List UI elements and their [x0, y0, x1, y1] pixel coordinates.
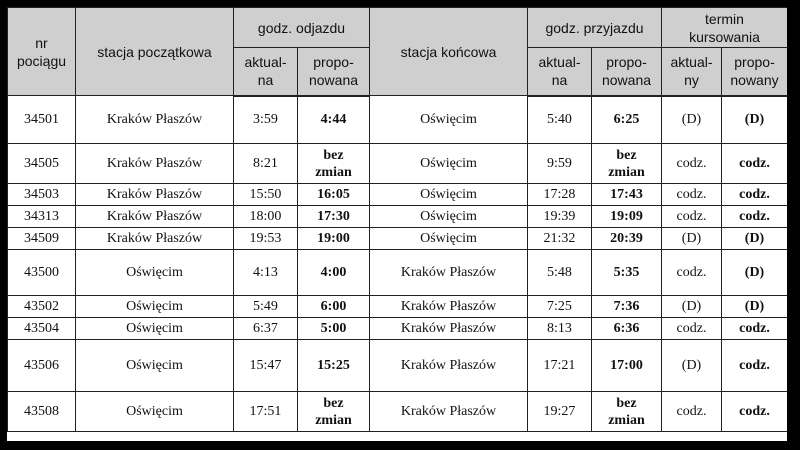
cell-sch-proposed: codz. [722, 318, 788, 340]
header-sch-current: aktual- ny [662, 48, 722, 96]
cell-sch-proposed: codz. [722, 340, 788, 392]
cell-sch-current: codz. [662, 250, 722, 296]
cell-to: Kraków Płaszów [370, 340, 528, 392]
cell-train-no: 34313 [8, 206, 76, 228]
header-arrival: godz. przyjazdu [528, 8, 662, 48]
header-train-no: nr pociągu [8, 8, 76, 96]
cell-to: Oświęcim [370, 144, 528, 184]
cell-dep-current: 8:21 [234, 144, 298, 184]
header-dep-current: aktual- na [234, 48, 298, 96]
cell-train-no: 43506 [8, 340, 76, 392]
cell-from: Oświęcim [76, 296, 234, 318]
cell-dep-proposed: bez zmian [298, 392, 370, 432]
cell-arr-proposed: 20:39 [592, 228, 662, 250]
cell-dep-proposed: 6:00 [298, 296, 370, 318]
table-row [8, 228, 788, 250]
cell-sch-current: (D) [662, 96, 722, 144]
cell-dep-current: 5:49 [234, 296, 298, 318]
cell-dep-current: 15:47 [234, 340, 298, 392]
cell-sch-current: (D) [662, 340, 722, 392]
cell-dep-current: 6:37 [234, 318, 298, 340]
cell-sch-proposed: codz. [722, 144, 788, 184]
header-start-station: stacja początkowa [76, 8, 234, 96]
cell-arr-current: 19:39 [528, 206, 592, 228]
cell-dep-proposed: 17:30 [298, 206, 370, 228]
timetable [7, 7, 788, 432]
cell-arr-proposed: bez zmian [592, 392, 662, 432]
cell-train-no: 34501 [8, 96, 76, 144]
cell-from: Kraków Płaszów [76, 228, 234, 250]
cell-arr-current: 5:48 [528, 250, 592, 296]
header-schedule: termin kursowania [662, 8, 788, 48]
cell-from: Oświęcim [76, 250, 234, 296]
cell-sch-current: (D) [662, 296, 722, 318]
table-row [8, 206, 788, 228]
cell-from: Oświęcim [76, 340, 234, 392]
cell-arr-proposed: 5:35 [592, 250, 662, 296]
cell-from: Kraków Płaszów [76, 184, 234, 206]
cell-from: Oświęcim [76, 318, 234, 340]
cell-dep-proposed: 15:25 [298, 340, 370, 392]
cell-arr-proposed: bez zmian [592, 144, 662, 184]
table-body [8, 96, 788, 432]
cell-train-no: 43500 [8, 250, 76, 296]
cell-dep-current: 19:53 [234, 228, 298, 250]
header-arr-current: aktual- na [528, 48, 592, 96]
cell-sch-current: (D) [662, 228, 722, 250]
cell-arr-proposed: 6:25 [592, 96, 662, 144]
header-sch-proposed: propo- nowany [722, 48, 788, 96]
cell-arr-proposed: 17:00 [592, 340, 662, 392]
cell-train-no: 43504 [8, 318, 76, 340]
cell-from: Oświęcim [76, 392, 234, 432]
cell-arr-proposed: 17:43 [592, 184, 662, 206]
cell-arr-current: 17:21 [528, 340, 592, 392]
cell-from: Kraków Płaszów [76, 96, 234, 144]
table-row [8, 96, 788, 144]
table-row [8, 184, 788, 206]
cell-to: Kraków Płaszów [370, 318, 528, 340]
cell-dep-proposed: 16:05 [298, 184, 370, 206]
cell-sch-current: codz. [662, 206, 722, 228]
cell-arr-current: 9:59 [528, 144, 592, 184]
cell-sch-current: codz. [662, 318, 722, 340]
cell-dep-proposed: 5:00 [298, 318, 370, 340]
cell-sch-proposed: codz. [722, 392, 788, 432]
cell-arr-current: 7:25 [528, 296, 592, 318]
cell-to: Kraków Płaszów [370, 250, 528, 296]
cell-train-no: 34505 [8, 144, 76, 184]
cell-to: Kraków Płaszów [370, 392, 528, 432]
header-departure: godz. odjazdu [234, 8, 370, 48]
cell-arr-current: 21:32 [528, 228, 592, 250]
cell-to: Kraków Płaszów [370, 296, 528, 318]
cell-dep-current: 3:59 [234, 96, 298, 144]
cell-arr-proposed: 19:09 [592, 206, 662, 228]
header-arr-proposed: propo- nowana [592, 48, 662, 96]
cell-sch-current: codz. [662, 184, 722, 206]
cell-arr-current: 8:13 [528, 318, 592, 340]
header-dep-proposed: propo- nowana [298, 48, 370, 96]
cell-train-no: 34503 [8, 184, 76, 206]
cell-dep-proposed: bez zmian [298, 144, 370, 184]
cell-to: Oświęcim [370, 96, 528, 144]
cell-arr-proposed: 6:36 [592, 318, 662, 340]
cell-dep-current: 4:13 [234, 250, 298, 296]
cell-dep-proposed: 19:00 [298, 228, 370, 250]
cell-dep-proposed: 4:00 [298, 250, 370, 296]
cell-train-no: 34509 [8, 228, 76, 250]
cell-arr-current: 17:28 [528, 184, 592, 206]
cell-arr-proposed: 7:36 [592, 296, 662, 318]
cell-sch-current: codz. [662, 392, 722, 432]
table-row [8, 144, 788, 184]
cell-sch-proposed: codz. [722, 206, 788, 228]
cell-sch-proposed: (D) [722, 96, 788, 144]
table-row [8, 392, 788, 432]
cell-sch-proposed: (D) [722, 250, 788, 296]
cell-from: Kraków Płaszów [76, 144, 234, 184]
table-header [8, 8, 788, 96]
cell-dep-current: 15:50 [234, 184, 298, 206]
table-row [8, 318, 788, 340]
cell-dep-current: 18:00 [234, 206, 298, 228]
cell-dep-proposed: 4:44 [298, 96, 370, 144]
cell-arr-current: 5:40 [528, 96, 592, 144]
cell-from: Kraków Płaszów [76, 206, 234, 228]
cell-sch-current: codz. [662, 144, 722, 184]
timetable-sheet [6, 6, 788, 442]
cell-sch-proposed: codz. [722, 184, 788, 206]
cell-to: Oświęcim [370, 206, 528, 228]
header-end-station: stacja końcowa [370, 8, 528, 96]
cell-to: Oświęcim [370, 228, 528, 250]
cell-to: Oświęcim [370, 184, 528, 206]
cell-sch-proposed: (D) [722, 296, 788, 318]
cell-train-no: 43502 [8, 296, 76, 318]
table-row [8, 250, 788, 296]
cell-dep-current: 17:51 [234, 392, 298, 432]
cell-arr-current: 19:27 [528, 392, 592, 432]
cell-sch-proposed: (D) [722, 228, 788, 250]
cell-train-no: 43508 [8, 392, 76, 432]
table-row [8, 296, 788, 318]
table-row [8, 340, 788, 392]
